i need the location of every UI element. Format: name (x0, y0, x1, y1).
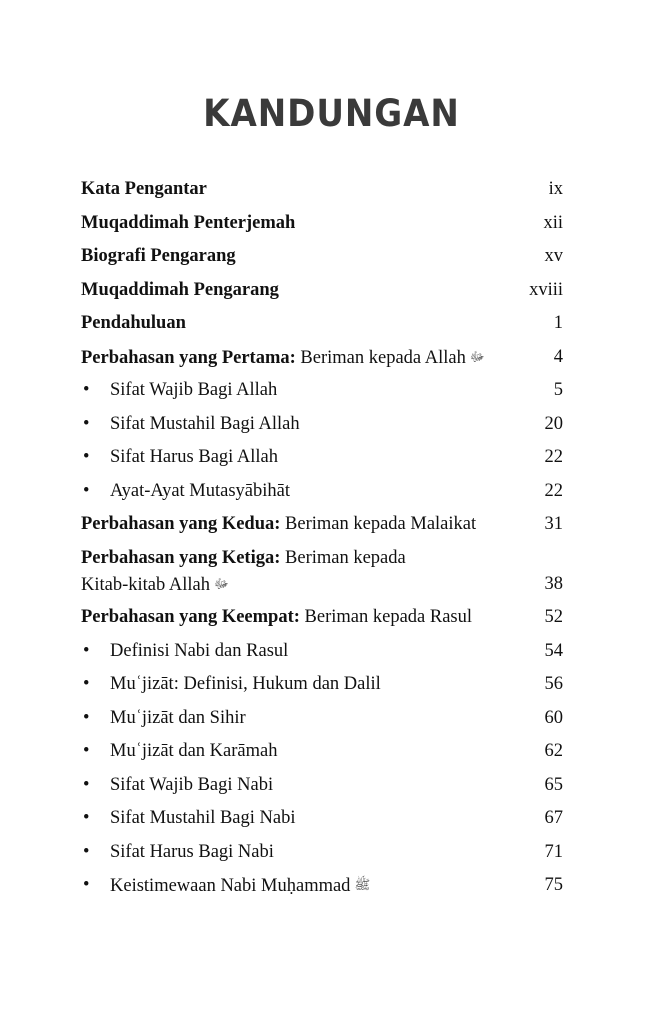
bullet-icon: • (83, 640, 90, 661)
toc-subentry-keistimewaan-nabi[interactable] (81, 872, 563, 898)
toc-subentry-sifat-mustahil-allah[interactable] (81, 411, 563, 437)
toc-page-number: 38 (544, 573, 563, 594)
toc-subentry-mujizat-definisi[interactable] (81, 671, 563, 697)
toc-subentry-sifat-harus-allah[interactable] (81, 444, 563, 470)
toc-entry-label: Perbahasan yang Ketiga: (81, 547, 281, 568)
toc-entry-perbahasan-ketiga[interactable] (81, 545, 563, 597)
toc-entry-label: Pendahuluan (81, 313, 186, 333)
toc-page-number: 65 (544, 774, 563, 795)
toc-entry-label: Sifat Mustahil Bagi Nabi (110, 808, 296, 828)
toc-entry-label: Perbahasan yang Kedua: (81, 514, 281, 534)
toc-page-number: 52 (544, 607, 563, 627)
toc-entry-label: Muʿjizāt dan Karāmah (110, 741, 278, 761)
toc-entry-label: Sifat Wajib Bagi Nabi (110, 774, 274, 795)
honorific-icon: ﷻ (213, 575, 229, 591)
toc-page-number: 4 (553, 346, 563, 367)
toc-page-number: xv (544, 246, 563, 266)
page-title: KANDUNGAN (203, 92, 460, 135)
bullet-icon: • (83, 741, 90, 761)
toc-page-number: 60 (544, 707, 563, 728)
toc-page-number: 62 (544, 741, 563, 761)
toc-entry-label: Muqaddimah Penterjemah (81, 212, 296, 233)
honorific-icon: ﷻ (469, 348, 485, 364)
toc-entry-perbahasan-kedua[interactable] (81, 511, 563, 537)
toc-entry-pendahuluan[interactable] (81, 310, 563, 336)
toc-entry-label: Keistimewaan Nabi Muḥammad (110, 876, 351, 896)
toc-entry-muqaddimah-penterjemah[interactable] (81, 210, 563, 236)
toc-entry-biografi-pengarang[interactable] (81, 243, 563, 269)
bullet-icon: • (83, 875, 90, 895)
toc-page-number: 22 (544, 447, 563, 467)
toc-subentry-mujizat-karamah[interactable] (81, 738, 563, 764)
toc-page-number: 1 (553, 313, 563, 333)
toc-entry-label: Sifat Harus Bagi Nabi (110, 841, 274, 862)
toc-entry-subtitle: Beriman kepada Malaikat (280, 514, 477, 534)
table-of-contents (81, 176, 563, 906)
toc-entry-perbahasan-keempat[interactable] (81, 604, 563, 630)
bullet-icon: • (83, 413, 90, 434)
toc-entry-label: Sifat Mustahil Bagi Allah (110, 413, 300, 434)
toc-entry-label: Biografi Pengarang (81, 246, 236, 266)
toc-entry-subtitle: Beriman kepada Rasul (299, 607, 473, 627)
toc-entry-label: Sifat Wajib Bagi Allah (110, 380, 278, 400)
toc-entry-label: Kata Pengantar (81, 179, 207, 199)
toc-page-number: 22 (544, 480, 563, 501)
toc-entry-perbahasan-pertama[interactable] (81, 344, 563, 370)
toc-page-number: 20 (544, 413, 563, 434)
bullet-icon: • (83, 447, 90, 467)
toc-entry-subtitle-line2: Kitab-kitab Allah (81, 574, 210, 595)
toc-entry-muqaddimah-pengarang[interactable] (81, 277, 563, 303)
toc-page-number: 67 (544, 808, 563, 828)
bullet-icon: • (83, 808, 90, 828)
toc-subentry-definisi-nabi-rasul[interactable] (81, 638, 563, 664)
toc-subentry-ayat-mutasyabihat[interactable] (81, 478, 563, 504)
toc-entry-label: Muqaddimah Pengarang (81, 279, 279, 300)
bullet-icon: • (83, 707, 90, 728)
toc-page-number: 5 (553, 380, 563, 400)
toc-page-number: 31 (544, 514, 563, 534)
toc-entry-label: Muʿjizāt dan Sihir (110, 707, 246, 728)
toc-entry-label: Ayat-Ayat Mutasyābihāt (110, 480, 291, 501)
toc-page-number: 71 (544, 841, 563, 862)
toc-entry-kata-pengantar[interactable] (81, 176, 563, 202)
toc-page-number: xviii (529, 279, 563, 300)
toc-page-number: xii (543, 212, 563, 233)
bullet-icon: • (83, 674, 90, 694)
bullet-icon: • (83, 841, 90, 862)
toc-subentry-sifat-wajib-allah[interactable] (81, 377, 563, 403)
toc-entry-label: Perbahasan yang Pertama: (81, 347, 296, 368)
toc-page-number: 54 (544, 640, 563, 661)
bullet-icon: • (83, 380, 90, 400)
toc-subentry-sifat-harus-nabi[interactable] (81, 839, 563, 865)
toc-page-number: ix (548, 179, 563, 199)
toc-entry-label: Perbahasan yang Keempat: (81, 607, 300, 627)
bullet-icon: • (83, 774, 90, 795)
toc-page-number: 56 (544, 674, 563, 694)
toc-subentry-sifat-mustahil-nabi[interactable] (81, 805, 563, 831)
toc-entry-label: Definisi Nabi dan Rasul (110, 640, 289, 661)
toc-entry-label: Sifat Harus Bagi Allah (110, 447, 279, 467)
bullet-icon: • (83, 480, 90, 501)
salawat-icon: ﷺ (354, 877, 371, 892)
toc-page-number: 75 (544, 875, 563, 895)
toc-subentry-mujizat-sihir[interactable] (81, 705, 563, 731)
toc-entry-label: Muʿjizāt: Definisi, Hukum dan Dalil (110, 674, 381, 694)
toc-entry-subtitle: Beriman kepada Allah (295, 347, 466, 368)
toc-entry-subtitle: Beriman kepada (280, 547, 406, 568)
toc-subentry-sifat-wajib-nabi[interactable] (81, 772, 563, 798)
